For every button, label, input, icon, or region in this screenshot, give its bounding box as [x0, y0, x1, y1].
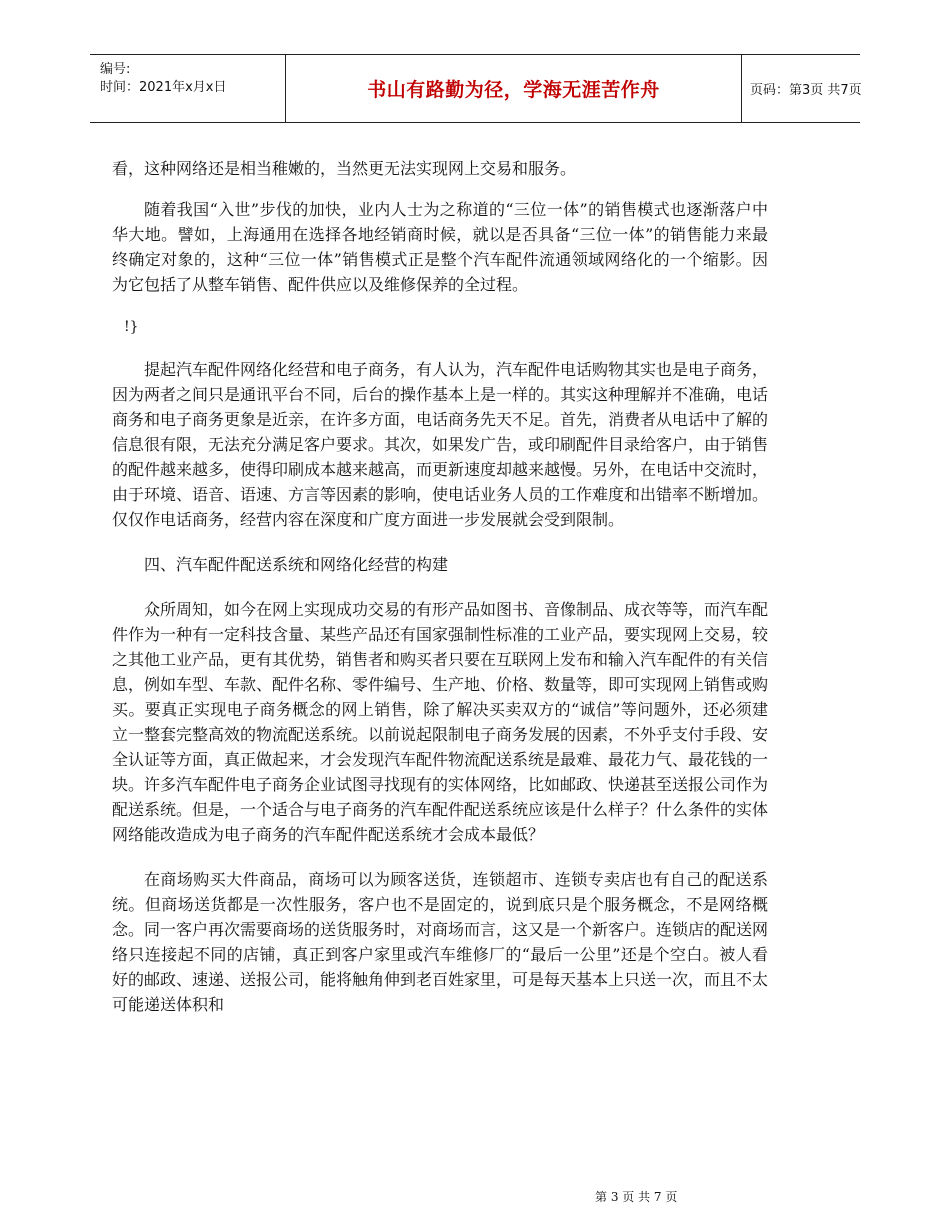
paragraph-phone-commerce: 提起汽车配件网络化经营和电子商务，有人认为，汽车配件电话购物其实也是电子商务，因为两者之间只是通讯平台不同，后台的操作基本上是一样的。其实这种理解并不准确，电话商务和电子商务更象是近亲，在许多方面，电话商务先天不足。首先，消费者从电话中了解的信息很有限，无法充分满足客户要求。其次，如果发广告，或印刷配件目录给客户，由于销售的配件越来越多，使得印刷成本越来越高，而更新速度却越来越慢。另外，在电话中交流时，由于环境、语音、语速、方言等因素的影响，使电话业务人员的工作难度和出错率不断增加。仅仅作电话商务，经营内容在深度和广度方面进一步发展就会受到限制。	[112, 360, 769, 529]
header-middle-cell	[285, 55, 742, 122]
header-left-cell	[90, 55, 285, 122]
header-right-cell	[740, 55, 860, 122]
paragraph-continuation: 看，这种网络还是相当稚嫩的，当然更无法实现网上交易和服务。	[112, 159, 577, 178]
page-footer: 第 3 页 共 7 页	[595, 1190, 678, 1204]
paragraph-three-in-one: 随着我国“入世”步伐的加快，业内人士为之称道的“三位一体”的销售模式也逐渐落户中华大地。譬如，上海通用在选择各地经销商时候，就以是否具备“三位一体”的销售能力来最终确定对象的，这种“三位一体”销售模式正是整个汽车配件流通领域网络化的一个缩影。因为它包括了从整车销售、配件供应以及维修保养的全过程。	[112, 200, 768, 294]
document-body	[112, 156, 768, 1017]
motto-text: 书山有路勤为径，学海无涯苦作舟	[367, 79, 660, 101]
paragraph-delivery-system: 众所周知，如今在网上实现成功交易的有形产品如图书、音像制品、成衣等等，而汽车配件作为一种有一定科技含量、某些产品还有国家强制性标准的工业产品，要实现网上交易，较之其他工业产品，更有其优势，销售者和购买者只要在互联网上发布和输入汽车配件的有关信息，例如车型、车款、配件名称、零件编号、生产地、价格、数量等，即可实现网上销售或购买。要真正实现电子商务概念的网上销售，除了解决买卖双方的“诚信”等问题外，还必须建立一整套完整高效的物流配送系统。以前说起限制电子商务发展的因素，不外乎支付手段、安全认证等方面，真正做起来，才会发现汽车配件物流配送系统是最难、最花力气、最花钱的一块。许多汽车配件电子商务企业试图寻找现有的实体网络，比如邮政、快递甚至送报公司作为配送系统。但是，一个适合与电子商务的汽车配件配送系统应该是什么样子？什么条件的实体网络能改造成为电子商务的汽车配件配送系统才会成本最低？	[112, 600, 769, 844]
section-heading: 四、汽车配件配送系统和网络化经营的构建	[144, 555, 449, 574]
page-info: 页码：第3页 共7页	[750, 83, 862, 98]
serial-label: 编号:	[100, 62, 131, 77]
stray-mark: !}	[124, 319, 139, 335]
time-label: 时间：2021年x月x日	[100, 80, 227, 95]
paragraph-mall-delivery: 在商场购买大件商品，商场可以为顾客送货，连锁超市、连锁专卖店也有自己的配送系统。但商场送货都是一次性服务，客户也不是固定的，说到底只是个服务概念，不是网络概念。同一客户再次需要商场的送货服务时，对商场而言，这又是一个新客户。连锁店的配送网络只连接起不同的店铺，真正到客户家里或汽车维修厂的“最后一公里”还是个空白。被人看好的邮政、速递、送报公司，能将触角伸到老百姓家里，可是每天基本上只送一次，而且不太可能递送体积和	[112, 870, 769, 1014]
page-header	[90, 54, 860, 123]
